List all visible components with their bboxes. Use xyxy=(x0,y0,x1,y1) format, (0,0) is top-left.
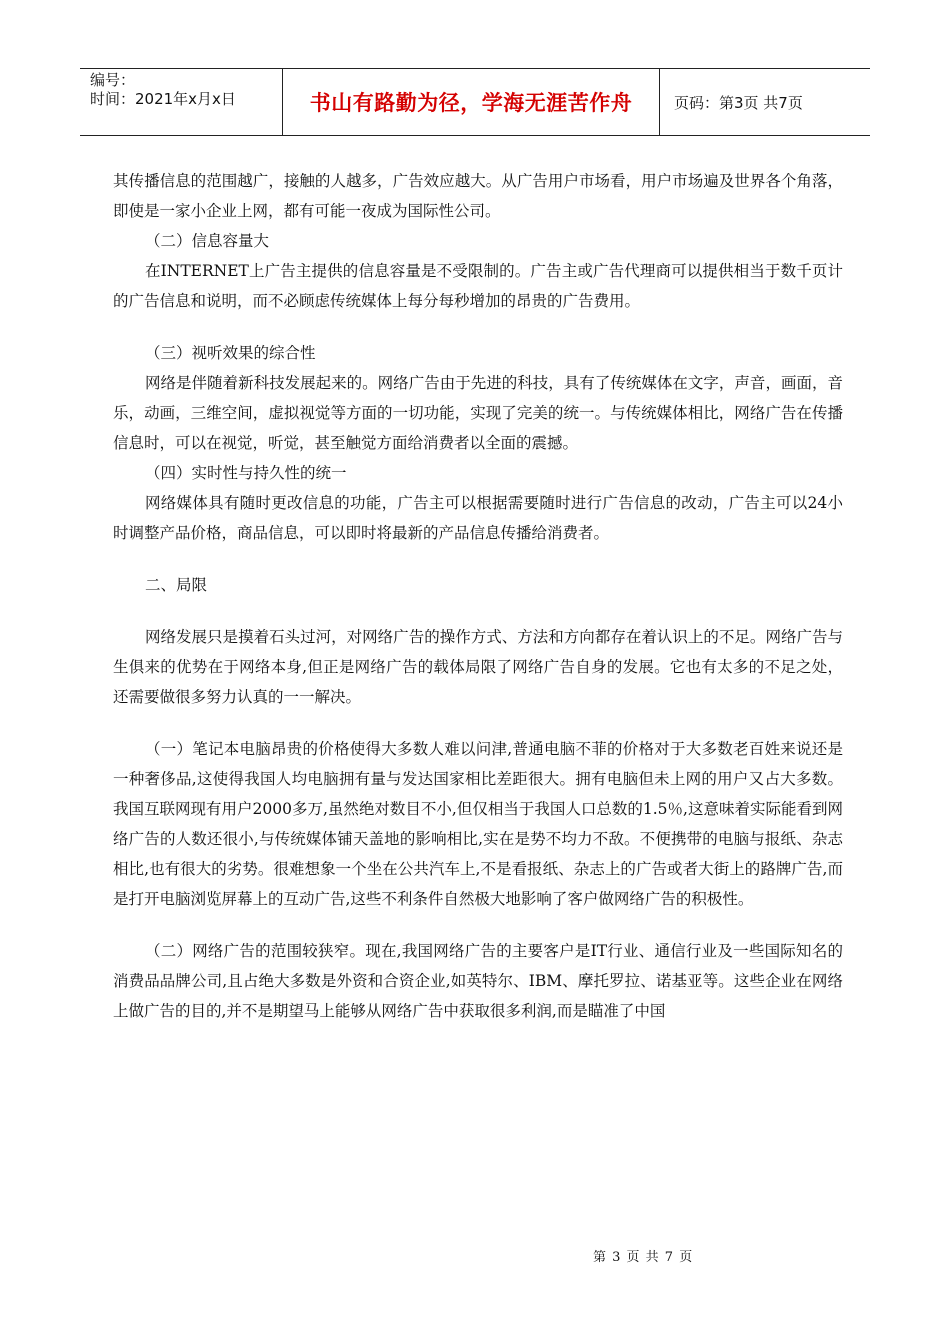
paragraph-limits-intro: 网络发展只是摸着石头过河，对网络广告的操作方式、方法和方向都存在着认识上的不足。网络广告与生俱来的优势在于网络本身,但正是网络广告的载体局限了网络广告自身的发展。它也有太多的不足之处，还需要做很多努力认真的一一解决。 xyxy=(113,628,843,706)
subheading-audiovisual: （三）视听效果的综合性 xyxy=(145,344,316,362)
paragraph-limit-one: （一）笔记本电脑昂贵的价格使得大多数人难以问津,普通电脑不菲的价格对于大多数老百姓来说还是一种奢侈品,这使得我国人均电脑拥有量与发达国家相比差距很大。拥有电脑但未上网的用户又占大多数。我国互联网现有用户2000多万,虽然绝对数目不小,但仅相当于我国人口总数的1.5％,这意味着实际能看到网络广告的人数还很小,与传统媒体铺天盖地的影响相比,实在是势不均力不敌。不便携带的电脑与报纸、杂志相比,也有很大的劣势。很难想象一个坐在公共汽车上,不是看报纸、杂志上的广告或者大街上的路牌广告,而是打开电脑浏览屏幕上的互动广告,这些不利条件自然极大地影响了客户做网络广告的积极性。 xyxy=(113,740,843,908)
paragraph-limit-two: （二）网络广告的范围较狭窄。现在,我国网络广告的主要客户是IT行业、通信行业及一些国际知名的消费品品牌公司,且占绝大多数是外资和合资企业,如英特尔、IBM、摩托罗拉、诺基亚等。这些企业在网络上做广告的目的,并不是期望马上能够从网络广告中获取很多利润,而是瞄准了中国 xyxy=(113,942,843,1020)
subheading-realtime: （四）实时性与持久性的统一 xyxy=(145,464,347,482)
document-header xyxy=(80,68,870,136)
paragraph-audiovisual: 网络是伴随着新科技发展起来的。网络广告由于先进的科技，具有了传统媒体在文字，声音，画面，音乐，动画，三维空间，虚拟视觉等方面的一切功能，实现了完美的统一。与传统媒体相比，网络广告在传播信息时，可以在视觉，听觉，甚至触觉方面给消费者以全面的震撼。 xyxy=(113,374,843,452)
motto-text: 书山有路勤为径，学海无涯苦作舟 xyxy=(309,91,633,115)
page-label: 页码：第3页 共7页 xyxy=(674,93,803,112)
page-cell xyxy=(660,69,870,135)
paragraph-continuation: 其传播信息的范围越广，接触的人越多，广告效应越大。从广告用户市场看，用户市场遍及世界各个角落，即使是一家小企业上网，都有可能一夜成为国际性公司。 xyxy=(113,172,843,220)
subheading-capacity: （二）信息容量大 xyxy=(145,232,270,250)
number-label: 编号： xyxy=(90,71,136,89)
time-label: 时间：2021年x月x日 xyxy=(90,90,236,108)
header-meta-cell xyxy=(80,69,282,135)
section-heading-limits: 二、局限 xyxy=(145,576,208,594)
paragraph-realtime: 网络媒体具有随时更改信息的功能，广告主可以根据需要随时进行广告信息的改动，广告主可以24小时调整产品价格，商品信息，可以即时将最新的产品信息传播给消费者。 xyxy=(113,494,843,542)
document-body xyxy=(113,166,843,1026)
page-footer: 第 3 页 共 7 页 xyxy=(593,1250,694,1265)
paragraph-capacity: 在INTERNET上广告主提供的信息容量是不受限制的。广告主或广告代理商可以提供相当于数千页计的广告信息和说明，而不必顾虑传统媒体上每分每秒增加的昂贵的广告费用。 xyxy=(113,262,843,310)
motto-cell xyxy=(282,69,660,135)
